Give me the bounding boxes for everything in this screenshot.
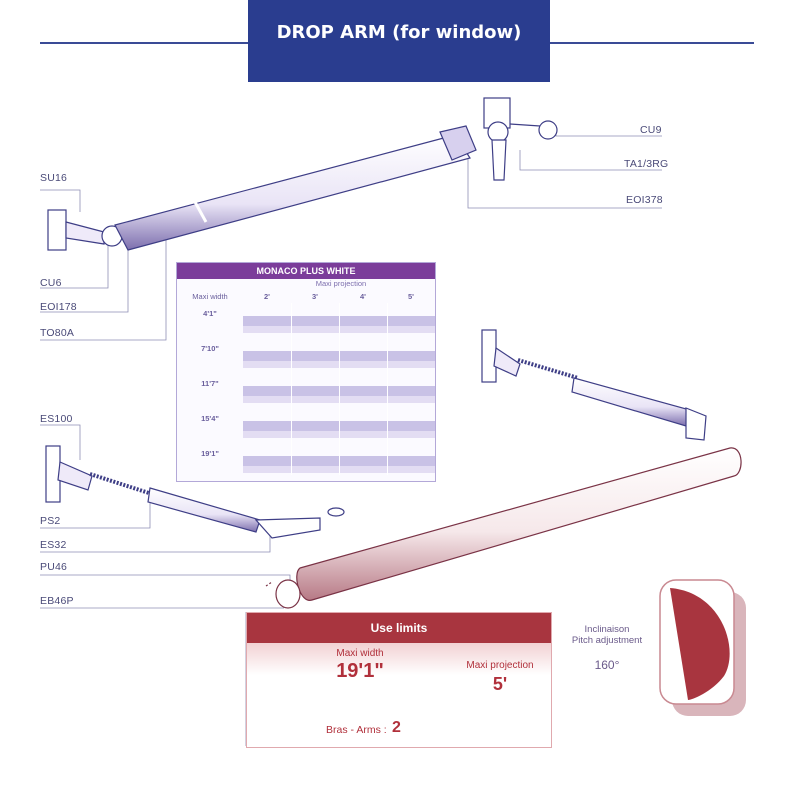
label-cu6: CU6 bbox=[40, 277, 62, 289]
maxi-projection-label: Maxi projection bbox=[466, 660, 534, 671]
table-title: MONACO PLUS WHITE bbox=[177, 263, 435, 279]
table-row bbox=[177, 373, 435, 408]
label-es100: ES100 bbox=[40, 413, 73, 425]
label-cu9: CU9 bbox=[640, 124, 662, 136]
arms-value: 2 bbox=[392, 719, 401, 736]
table-divider bbox=[339, 303, 340, 475]
table-row-width: 4'1" bbox=[203, 309, 217, 318]
label-es32: ES32 bbox=[40, 539, 67, 551]
maxi-projection-value: 5' bbox=[492, 674, 508, 694]
label-eoi378: EOI378 bbox=[626, 194, 663, 206]
maxi-width-value: 19'1" bbox=[336, 660, 384, 682]
pitch-label-fr: Inclinaison bbox=[584, 624, 630, 635]
label-ps2: PS2 bbox=[40, 515, 61, 527]
page-title: DROP ARM (for window) bbox=[276, 22, 522, 43]
label-eoi178: EOI178 bbox=[40, 301, 77, 313]
top-arm bbox=[48, 98, 557, 250]
table-row bbox=[177, 443, 435, 478]
arms-label: Bras - Arms : bbox=[326, 724, 387, 736]
table-row-width: 7'10" bbox=[201, 344, 219, 353]
table-width-header: Maxi width bbox=[192, 291, 228, 301]
label-su16: SU16 bbox=[40, 172, 68, 184]
table-divider bbox=[291, 303, 292, 475]
middle-right-arm bbox=[482, 330, 706, 440]
label-to80a: TO80A bbox=[40, 327, 75, 339]
label-pu46: PU46 bbox=[40, 561, 68, 573]
table-row-width: 19'1" bbox=[201, 449, 219, 458]
table-col-header: 2' bbox=[264, 291, 270, 301]
pitch-value: 160° bbox=[594, 658, 620, 672]
pitch-label-en: Pitch adjustment bbox=[571, 635, 643, 646]
table-row bbox=[177, 303, 435, 338]
table-col-header: 5' bbox=[408, 291, 414, 301]
projection-table bbox=[176, 262, 436, 482]
table-row bbox=[177, 408, 435, 443]
table-row-width: 15'4" bbox=[201, 414, 219, 423]
label-ta13rg: TA1/3RG bbox=[624, 158, 669, 170]
label-eb46p: EB46P bbox=[40, 595, 74, 607]
table-col-header: 4' bbox=[360, 291, 366, 301]
table-divider bbox=[387, 303, 388, 475]
table-col-header: 3' bbox=[312, 291, 318, 301]
table-subtitle: Maxi projection bbox=[315, 279, 367, 288]
table-column-headers bbox=[177, 289, 435, 303]
table-row-width: 11'7" bbox=[201, 379, 219, 388]
table-row bbox=[177, 338, 435, 373]
maxi-width-label: Maxi width bbox=[336, 648, 384, 659]
use-limits-title: Use limits bbox=[247, 613, 551, 643]
pitch-diagram bbox=[660, 580, 746, 716]
